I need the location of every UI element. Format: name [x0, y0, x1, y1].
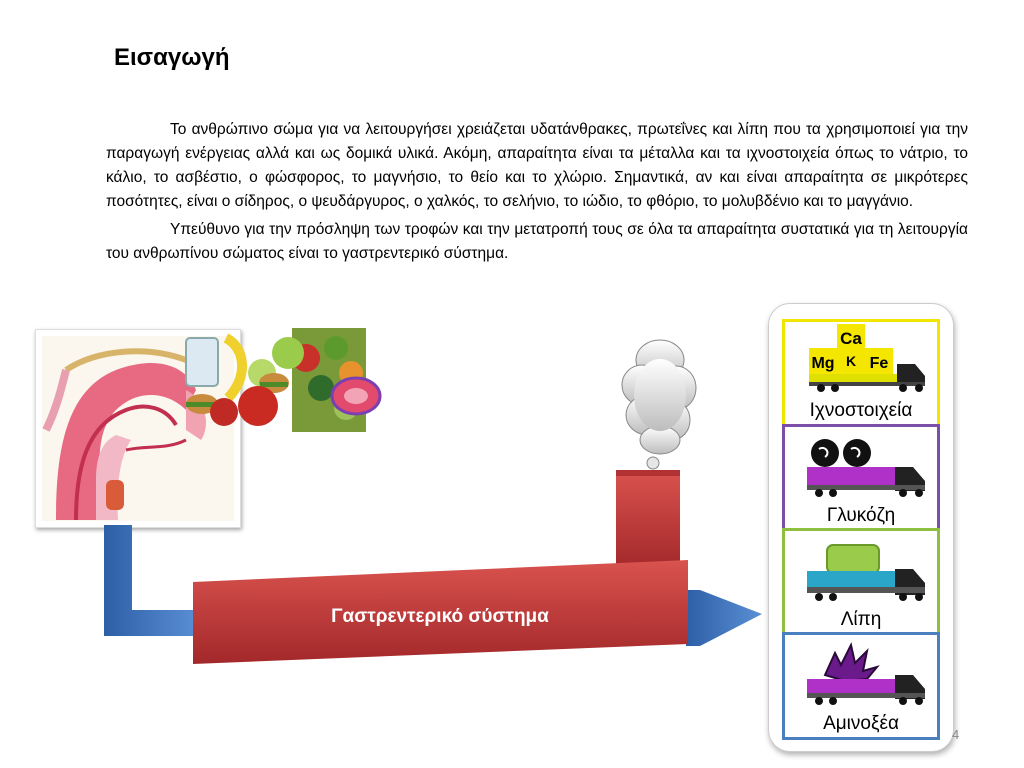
- product-label-fats: Λίπη: [840, 609, 882, 630]
- product-label-trace-elements: Ιχνοστοιχεία: [809, 400, 913, 421]
- esophagus-pipe: [104, 525, 200, 636]
- product-amino-acids: [782, 632, 940, 740]
- fat-truck-icon: [785, 531, 937, 609]
- chimney: [616, 470, 680, 570]
- slide-title: Εισαγωγή: [114, 44, 230, 71]
- element-ca: Ca: [840, 329, 862, 348]
- glucose-truck-icon: [785, 427, 937, 505]
- page-number: 4: [952, 727, 960, 742]
- product-label-amino-acids: Αμινοξέα: [823, 713, 899, 734]
- paragraph-1: Το ανθρώπινο σώμα για να λειτουργήσει χρειάζεται υδατάνθρακες, πρωτεΐνες και λίπη που τα χρησιμοποιεί για την παραγωγή ενέργειας αλλά και ως δομικά υλικά. Ακόμη, απαραίτητα είναι τα μέταλλα και τα ιχνοστοιχεία όπως το νάτριο, το κάλιο, το ασβέστιο, ο φώσφορος, το μαγνήσιο, το θείο και το χλώριο. Σημαντικά, αν και είναι απαραίτητα σε μικρότερες ποσότητες, είναι ο σίδηρος, ο ψευδάργυρος, ο χαλκός, το σελήνιο, το ιώδιο, το φθόριο, το μολυβδένιο και το μαγγάνιο.: [106, 121, 968, 210]
- amino-acid-truck-icon: [785, 635, 937, 713]
- product-trace-elements: [782, 319, 940, 427]
- output-arrow: [686, 590, 762, 646]
- paragraph-2: Υπεύθυνο για την πρόσληψη των τροφών και την μετατροπή τους σε όλα τα απαραίτητα συστατικά για τη λειτουργία του ανθρωπίνου σώματος είναι το γαστρεντερικό σύστημα.: [106, 221, 968, 262]
- element-k: K: [845, 353, 857, 369]
- element-mg: Mg: [811, 355, 835, 372]
- element-fe: Fe: [869, 355, 889, 372]
- product-fats: [782, 528, 940, 636]
- element-truck-icon: [785, 322, 937, 400]
- product-glucose: [782, 424, 940, 532]
- steam-cloud: [622, 340, 696, 469]
- system-label: Γαστρεντερικό σύστημα: [331, 606, 549, 627]
- product-label-glucose: Γλυκόζη: [826, 505, 896, 526]
